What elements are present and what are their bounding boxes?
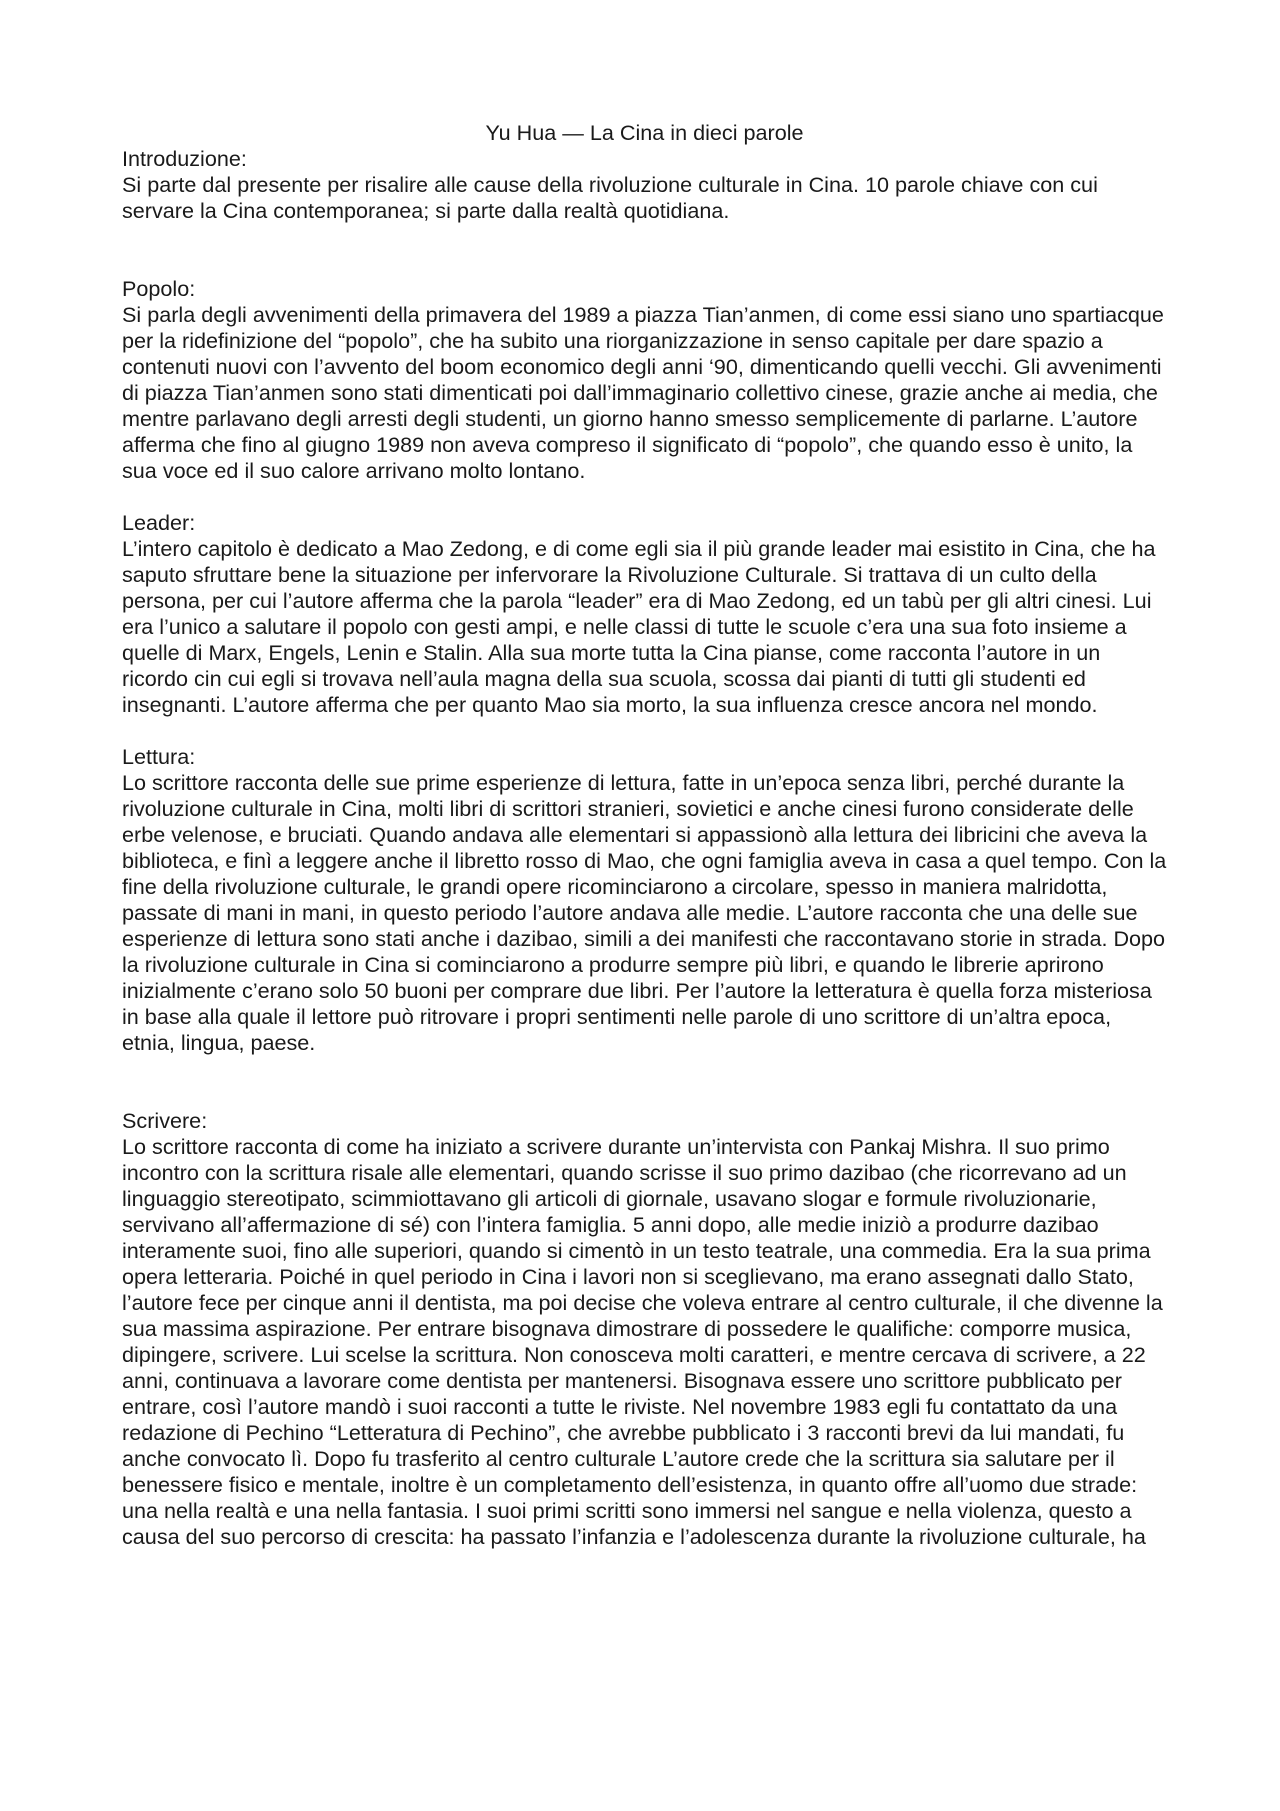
section-heading: Introduzione: bbox=[122, 146, 247, 171]
spacer bbox=[122, 718, 1167, 744]
section-body: Lo scrittore racconta di come ha iniziato a scrivere durante un’intervista con Pankaj Mishra. Il suo primo incontro con la scrittura risale alle elementari, quando scrisse il suo primo dazibao (che ricorrevano ad un linguaggio stereotipato, scimmiottavano gli articoli di giornale, usavano slogar e formule rivoluzionarie, servivano all’affermazione di sé) con l’intera famiglia. 5 anni dopo, alle medie iniziò a produrre dazibao interamente suoi, fino alle superiori, quando si cimentò in un testo teatrale, una commedia. Era la sua prima opera letteraria. Poiché in quel periodo in Cina i lavori non si sceglievano, ma erano assegnati dallo Stato, l’autore fece per cinque anni il dentista, ma poi decise che voleva entrare al centro culturale, il che divenne la sua massima aspirazione. Per entrare bisognava dimostrare di possedere le qualifiche: comporre musica, dipingere, scrivere. Lui scelse la scrittura. Non conosceva molti caratteri, e mentre cercava di scrivere, a 22 anni, continuava a lavorare come dentista per mantenersi. Bisognava essere uno scrittore pubblicato per entrare, così l’autore mandò i suoi racconti a tutte le riviste. Nel novembre 1983 egli fu contattato da una redazione di Pechino “Letteratura di Pechino”, che avrebbe pubblicato i 3 racconti brevi da lui mandati, fu anche convocato lì. Dopo fu trasferito al centro culturale L’autore crede che la scrittura sia salutare per il benessere fisico e mentale, inoltre è un completamento dell’esistenza, in quanto offre all’uomo due strade: una nella realtà e una nella fantasia. I suoi primi scritti sono immersi nel sangue e nella violenza, questo a causa del suo percorso di crescita: ha passato l’infanzia e l’adolescenza durante la rivoluzione culturale, ha bbox=[122, 1134, 1163, 1549]
section-leader bbox=[122, 510, 1167, 718]
spacer bbox=[122, 484, 1167, 510]
section-popolo bbox=[122, 276, 1167, 484]
section-heading: Leader: bbox=[122, 510, 196, 535]
document-title: Yu Hua — La Cina in dieci parole bbox=[485, 120, 804, 145]
section-lettura bbox=[122, 744, 1167, 1056]
section-body: Si parla degli avvenimenti della primavera del 1989 a piazza Tian’anmen, di come essi siano uno spartiacque per la ridefinizione del “popolo”, che ha subito una riorganizzazione in senso capitale per dare spazio a contenuti nuovi con l’avvento del boom economico degli anni ‘90, dimenticando quelli vecchi. Gli avvenimenti di piazza Tian’anmen sono stati dimenticati poi dall’immaginario collettivo cinese, grazie anche ai media, che mentre parlavano degli arresti degli studenti, un giorno hanno smesso semplicemente di parlarne. L’autore afferma che fino al giugno 1989 non aveva compreso il significato di “popolo”, che quando esso è unito, la sua voce ed il suo calore arrivano molto lontano. bbox=[122, 302, 1164, 483]
section-body: Lo scrittore racconta delle sue prime esperienze di lettura, fatte in un’epoca senza libri, perché durante la rivoluzione culturale in Cina, molti libri di scrittori stranieri, sovietici e anche cinesi furono considerate delle erbe velenose, e bruciati. Quando andava alle elementari si appassionò alla lettura dei libricini che aveva la biblioteca, e finì a leggere anche il libretto rosso di Mao, che ogni famiglia aveva in casa a quel tempo. Con la fine della rivoluzione culturale, le grandi opere ricominciarono a circolare, spesso in maniera malridotta, passate di mani in mani, in questo periodo l’autore andava alle medie. L’autore racconta che una delle sue esperienze di lettura sono stati anche i dazibao, simili a dei manifesti che raccontavano storie in strada. Dopo la rivoluzione culturale in Cina si cominciarono a produrre sempre più libri, e quando le librerie aprirono inizialmente c’erano solo 50 buoni per comprare due libri. Per l’autore la letteratura è quella forza misteriosa in base alla quale il lettore può ritrovare i propri sentimenti nelle parole di uno scrittore di un’altra epoca, etnia, lingua, paese. bbox=[122, 770, 1167, 1055]
spacer bbox=[122, 1056, 1167, 1108]
section-heading: Scrivere: bbox=[122, 1108, 208, 1133]
section-heading: Lettura: bbox=[122, 744, 196, 769]
section-body: L’intero capitolo è dedicato a Mao Zedong, e di come egli sia il più grande leader mai esistito in Cina, che ha saputo sfruttare bene la situazione per infervorare la Rivoluzione Culturale. Si trattava di un culto della persona, per cui l’autore afferma che la parola “leader” era di Mao Zedong, ed un tabù per gli altri cinesi. Lui era l’unico a salutare il popolo con gesti ampi, e nelle classi di tutte le scuole c’era una sua foto insieme a quelle di Marx, Engels, Lenin e Stalin. Alla sua morte tutta la Cina pianse, come racconta l’autore in un ricordo cin cui egli si trovava nell’aula magna della sua scuola, scossa dai pianti di tutti gli studenti ed insegnanti. L’autore afferma che per quanto Mao sia morto, la sua influenza cresce ancora nel mondo. bbox=[122, 536, 1156, 717]
section-heading: Popolo: bbox=[122, 276, 196, 301]
document-page bbox=[122, 120, 1167, 1550]
spacer bbox=[122, 224, 1167, 276]
section-scrivere bbox=[122, 1108, 1167, 1550]
section-body: Si parte dal presente per risalire alle cause della rivoluzione culturale in Cina. 10 parole chiave con cui servare la Cina contemporanea; si parte dalla realtà quotidiana. bbox=[122, 172, 1098, 223]
section-introduzione bbox=[122, 146, 1167, 224]
